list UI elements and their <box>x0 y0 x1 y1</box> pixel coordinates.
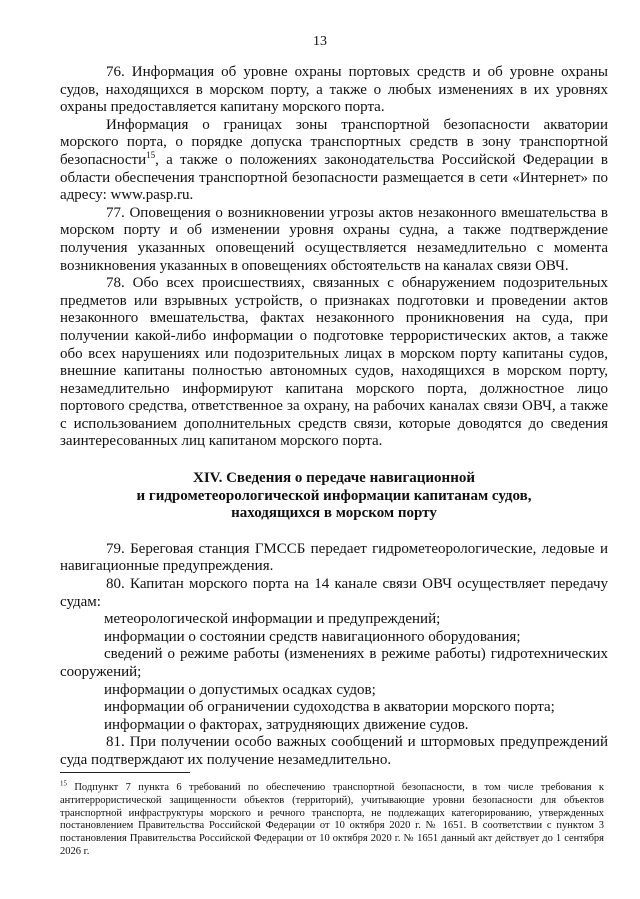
list-item: метеорологической информации и предупреждений; <box>104 611 441 628</box>
section-heading-line-2: и гидрометеорологической информации капитанам судов, <box>136 487 532 504</box>
paragraph-78: 78. Обо всех происшествиях, связанных с обнаружением подозрительных предметов или взрывных устройств, о признаках подготовки и проведении актов незаконного вмешательства, фактах незаконного проникновения на суда, при получении какой-либо информации о подготовке террористических актов, а также обо всех нарушениях или подозрительных лицах в морском порту капитаны судов, внешние капитаны полностью автономных судов, находящихся в морском порту, незамедлительно информируют капитана морского порта, должностное лицо портового средства, ответственное за охрану, на рабочих каналах связи ОВЧ, а также с использованием дополнительных средств связи, которые доводятся до сведения заинтересованных лиц капитаном морского порта. <box>60 275 608 450</box>
paragraph-80: 80. Капитан морского порта на 14 канале связи ОВЧ осуществляет передачу судам: <box>60 576 608 610</box>
list-item: информации о состоянии средств навигационного оборудования; <box>104 628 521 645</box>
footnote-mark: 15 <box>60 779 67 788</box>
paragraph-79: 79. Береговая станция ГМССБ передает гидрометеорологические, ледовые и навигационные предупреждения. <box>60 540 608 575</box>
footnote-ref: 15 <box>146 149 156 160</box>
section-heading <box>60 470 608 523</box>
list-item: информации об ограничении судоходства в акватории морского порта; <box>104 699 555 716</box>
page-number: 13 <box>313 34 327 49</box>
footnote-divider <box>60 772 190 773</box>
list-item: информации о допустимых осадках судов; <box>104 681 376 698</box>
paragraph-76: 76. Информация об уровне охраны портовых средств и об уровне охраны судов, находящихся в морском порту, а также о любых изменениях в их уровнях охраны предоставляется капитану морского порта. <box>60 64 608 116</box>
paragraph-77: 77. Оповещения о возникновении угрозы актов незаконного вмешательства в морском порту и об изменении уровня охраны судна, а также подтверждение получения указанных оповещений осуществляется незамедлительно с момента возникновения указанных в оповещениях обстоятельств на каналах связи ОВЧ. <box>60 204 608 274</box>
document-body <box>60 64 608 770</box>
paragraph-security-zone-text: Информация о границах зоны транспортной безопасности акватории морского порта, о порядке допуска транспортных средств в зону транспортной безопасности <box>60 116 608 168</box>
section-heading-line-1: XIV. Сведения о передаче навигационной <box>193 470 475 487</box>
paragraph-security-zone-tail: , а также о положениях законодательства Российской Федерации в области обеспечения транспортной безопасности размещается в сети «Интернет» по адресу: www.pasp.ru. <box>60 151 608 204</box>
paragraph-81: 81. При получении особо важных сообщений и штормовых предупреждений суда подтверждают их получение незамедлительно. <box>60 734 608 768</box>
list-item: сведений о режиме работы (изменениях в режиме работы) гидротехнических сооружений; <box>60 646 608 680</box>
section-heading-line-3: находящихся в морском порту <box>231 505 437 522</box>
paragraph-security-zone <box>60 117 608 205</box>
footnote <box>60 779 604 859</box>
footnote-text: Подпункт 7 пункта 6 требований по обеспечению транспортной безопасности, в том числе требования к антитеррористической защищенности объектов (территорий), учитывающие уровни безопасности для объектов транспортной инфраструктуры морского и речного транспорта, не подлежащих категорированию, утвержденных постановлением Правительства Российской Федерации от 10 октября 2020 г. № 1651. В соответствии с пунктом 3 постановления Правительства Российской Федерации от 10 октября 2020 г. № 1651 данный акт действует до 1 сентября 2026 г. <box>60 782 604 857</box>
list-item: информации о факторах, затрудняющих движение судов. <box>104 716 469 733</box>
